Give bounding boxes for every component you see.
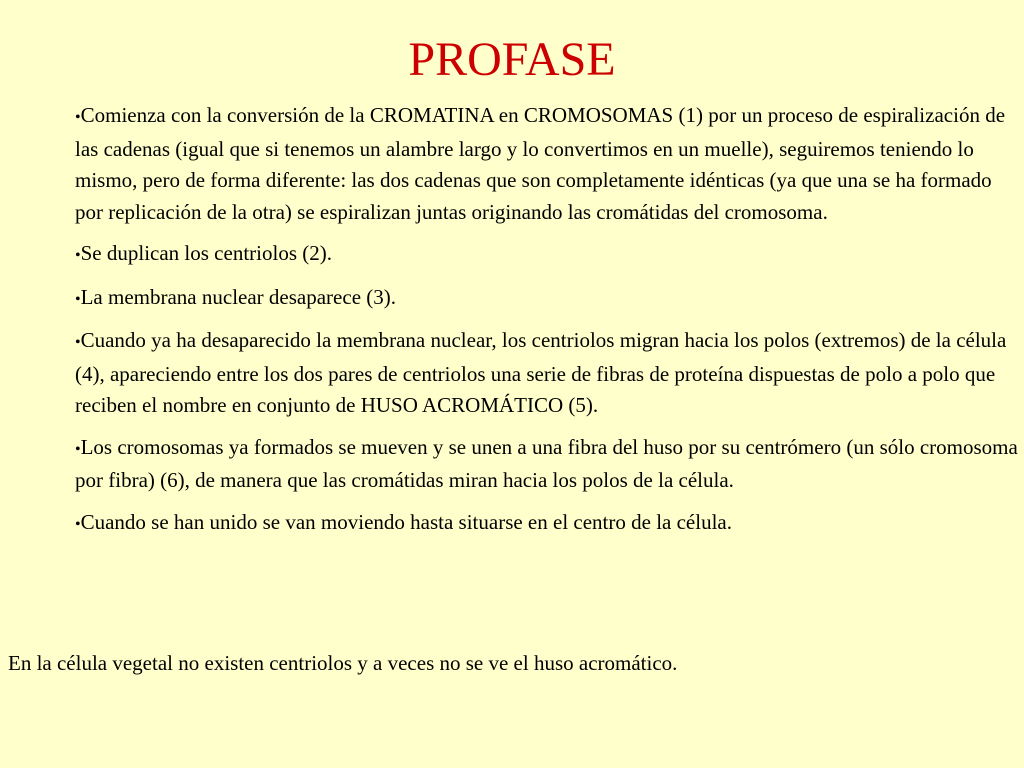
bullet-icon: • bbox=[75, 247, 81, 264]
footer-note: En la célula vegetal no existen centriolos y a veces no se ve el huso acromático. bbox=[8, 651, 678, 675]
bullet-item bbox=[75, 432, 1020, 497]
bullet-text: Cuando se han unido se van moviendo hasta situarse en el centro de la célula. bbox=[80, 509, 732, 534]
bullet-text: La membrana nuclear desaparece (3). bbox=[80, 284, 396, 309]
bullet-text: Comienza con la conversión de la CROMATINA en CROMOSOMAS (1) por un proceso de espiralización de las cadenas (igual que si tenemos un alambre largo y lo convertimos en un muelle), seguiremos teniendo lo mismo, pero de forma diferente: las dos cadenas que son completamente idénticas (ya que una se ha formado por replicación de la otra) se espiralizan juntas originando las cromátidas del cromosoma. bbox=[75, 103, 1006, 224]
bullet-icon: • bbox=[75, 290, 81, 308]
bullet-item bbox=[75, 507, 1020, 541]
bullet-text: Se duplican los centriolos (2). bbox=[80, 241, 332, 265]
bullet-icon: • bbox=[75, 334, 81, 351]
bullet-item bbox=[75, 100, 1020, 228]
bullet-item bbox=[75, 325, 1020, 422]
bullet-list bbox=[75, 100, 1020, 550]
bullet-text: Los cromosomas ya formados se mueven y se unen a una fibra del huso por su centrómero (un sólo cromosoma por fibra) (6), de manera que las cromátidas miran hacia los polos de la célula. bbox=[75, 434, 1018, 492]
bullet-item bbox=[75, 282, 1020, 316]
bullet-icon: • bbox=[75, 515, 81, 533]
bullet-icon: • bbox=[75, 109, 81, 126]
bullet-item bbox=[75, 238, 1020, 272]
bullet-text: Cuando ya ha desaparecido la membrana nuclear, los centriolos migran hacia los polos (extremos) de la célula (4), apareciendo entre los dos pares de centriolos una serie de fibras de proteína dispuestas de polo a polo que reciben el nombre en conjunto de HUSO ACROMÁTICO (5). bbox=[75, 328, 1007, 417]
slide-title: PROFASE bbox=[408, 33, 616, 86]
bullet-icon: • bbox=[75, 440, 81, 458]
